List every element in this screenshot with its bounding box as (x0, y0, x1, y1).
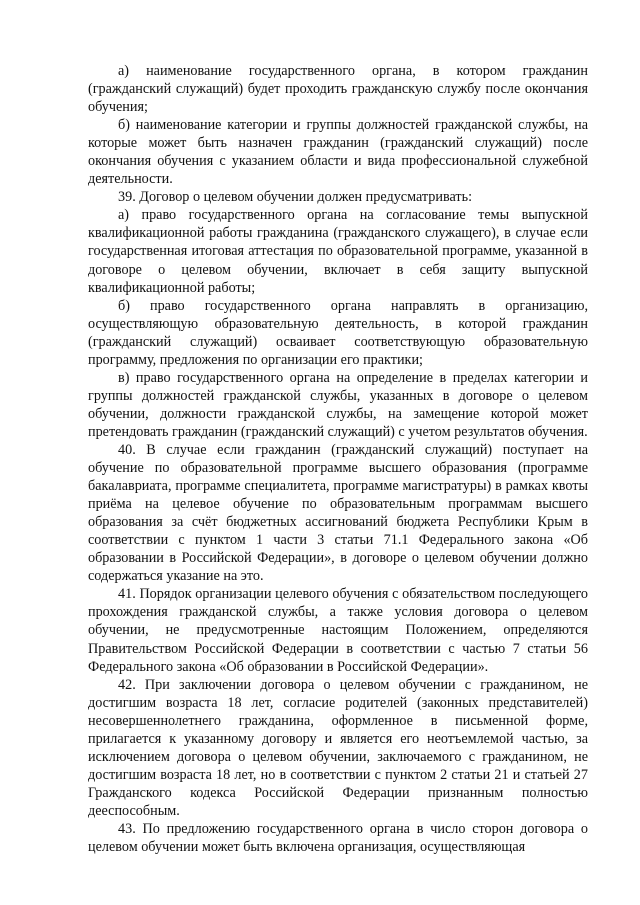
paragraph-40: 40. В случае если гражданин (гражданский служащий) поступает на обучение по образовательной программе высшего образования (программе бакалавриата, программе специалитета, программе магистратуры) в рамках квоты приёма на целевое обучение по образовательным программам высшего образования за счёт бюджетных ассигнований бюджета Республики Крым в соответствии с пунктом 1 части 3 статьи 71.1 Федерального закона «Об образовании в Российской Федерации», в договоре о целевом обучении должно содержаться указание на это. (88, 441, 588, 585)
paragraph-38a: а) наименование государственного органа, в котором гражданин (гражданский служащий) будет проходить гражданскую службу после окончания обучения; (88, 63, 588, 116)
paragraph-39b: б) право государственного органа направлять в организацию, осуществляющую образовательную деятельность, в которой гражданин (гражданский служащий) осваивает соответствующую образовательную программу, предложения по организации его практики; (88, 297, 588, 368)
document-page (88, 62, 588, 856)
paragraph-39: 39. Договор о целевом обучении должен предусматривать: (118, 189, 473, 206)
paragraph-39a: а) право государственного органа на согласование темы выпускной квалификационной работы гражданина (гражданского служащего), в случае если государственная итоговая аттестация по образовательной программе, указанной в договоре о целевом обучении, включает в себя защиту выпускной квалификационной работы; (88, 207, 588, 296)
paragraph-41: 41. Порядок организации целевого обучения с обязательством последующего прохождения гражданской службы, а также условия договора о целевом обучении, не предусмотренные настоящим Положением, определяются Правительством Российской Федерации в соответствии с частью 7 статьи 56 Федерального закона «Об образовании в Российской Федерации». (88, 586, 588, 675)
paragraph-42: 42. При заключении договора о целевом обучении с гражданином, не достигшим возраста 18 лет, согласие родителей (законных представителей) несовершеннолетнего гражданина, оформленное в письменной форме, прилагается к указанному договору и является его неотъемлемой частью, за исключением договора о целевом обучении, заключаемого с гражданином, не достигшим возраста 18 лет, но в соответствии с пунктом 2 статьи 21 и статьей 27 Гражданского кодекса Российской Федерации признанным полностью дееспособным. (88, 676, 588, 819)
paragraph-39c: в) право государственного органа на определение в пределах категории и группы должностей гражданской службы, указанных в договоре о целевом обучении, должности гражданской службы, на замещение которой может претендовать гражданин (гражданский служащий) с учетом результатов обучения. (88, 369, 588, 440)
paragraph-43: 43. По предложению государственного органа в число сторон договора о целевом обучении может быть включена организация, осуществляющая (88, 820, 588, 856)
paragraph-38b: б) наименование категории и группы должностей гражданской службы, на которые может быть назначен гражданин (гражданский служащий) после окончания обучения с указанием области и вида профессиональной служебной деятельности. (88, 117, 588, 188)
